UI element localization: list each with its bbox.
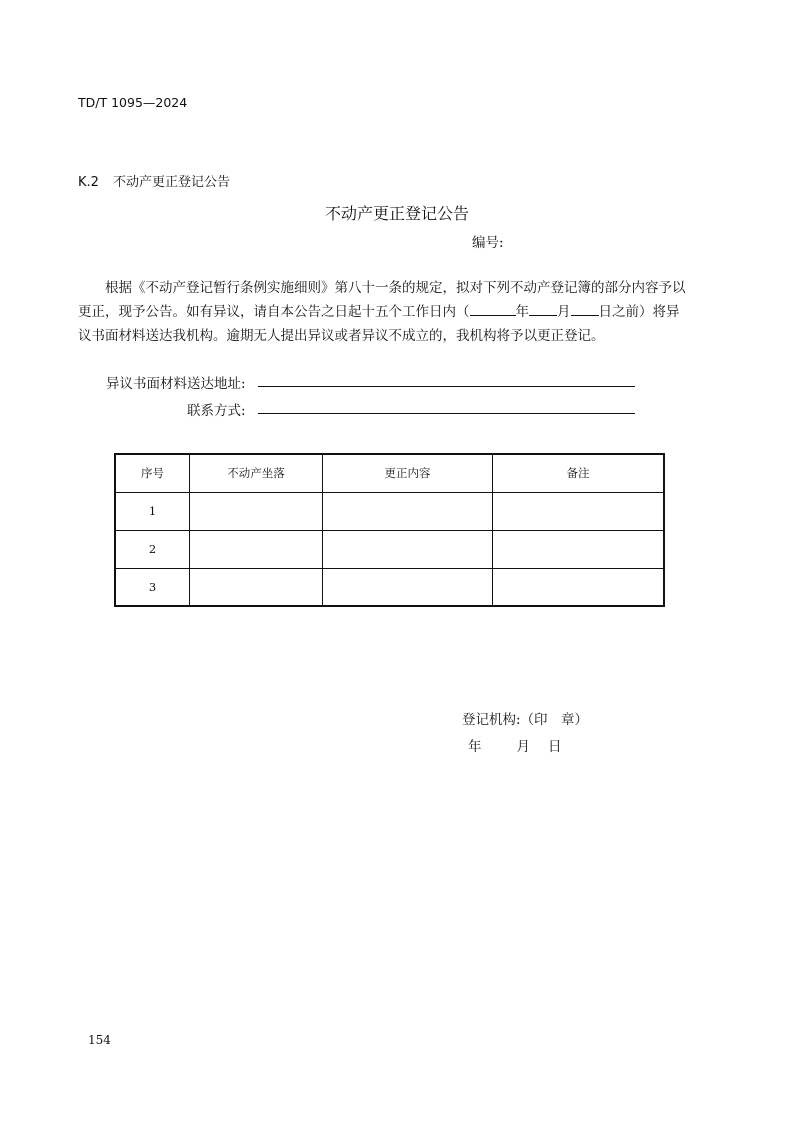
body-day-tail: 日之前）将异 [598, 304, 680, 320]
table-header-row [115, 454, 664, 492]
cell-location[interactable] [190, 568, 323, 606]
section-heading [78, 171, 230, 190]
standard-code: TD/T 1095—2024 [78, 95, 188, 110]
year-blank[interactable] [470, 301, 516, 316]
page-number: 154 [88, 1033, 111, 1047]
sign-month-label: 月 [516, 739, 530, 755]
sign-day-label: 日 [548, 739, 562, 755]
cell-remarks[interactable] [493, 530, 665, 568]
contact-label: 联系方式: [187, 403, 246, 419]
notice-title: 不动产更正登记公告 [324, 204, 469, 223]
header-content: 更正内容 [323, 454, 493, 492]
cell-content[interactable] [323, 492, 493, 530]
notice-body [78, 276, 712, 348]
table-row [115, 568, 664, 606]
header-seq: 序号 [115, 454, 190, 492]
cell-location[interactable] [190, 492, 323, 530]
cell-remarks[interactable] [493, 568, 665, 606]
table-row [115, 492, 664, 530]
body-line-3: 议书面材料送达我机构。逾期无人提出异议或者异议不成立的，我机构将予以更正登记。 [78, 328, 605, 344]
section-number: K.2 [78, 175, 99, 190]
header-location: 不动产坐落 [190, 454, 323, 492]
address-label: 异议书面材料送达地址: [106, 376, 246, 392]
cell-seq: 1 [115, 492, 190, 530]
cell-seq: 2 [115, 530, 190, 568]
cell-content[interactable] [323, 568, 493, 606]
body-line-2-text: 更正，现予公告。如有异议，请自本公告之日起十五个工作日内（ [78, 304, 470, 320]
cell-location[interactable] [190, 530, 323, 568]
table-row [115, 530, 664, 568]
address-line[interactable] [258, 386, 635, 387]
registration-authority-seal: 登记机构:（印 章） [462, 712, 589, 728]
header-remarks: 备注 [493, 454, 665, 492]
body-year-label: 年 [515, 304, 529, 320]
body-line-2 [78, 300, 712, 324]
section-title: 不动产更正登记公告 [112, 175, 230, 190]
signature-date [468, 735, 562, 755]
body-line-1: 根据《不动产登记暂行条例实施细则》第八十一条的规定，拟对下列不动产登记簿的部分内容予以 [105, 280, 686, 296]
sign-year-label: 年 [468, 739, 482, 755]
serial-number-label: 编号: [472, 235, 504, 251]
day-blank[interactable] [571, 301, 599, 316]
cell-content[interactable] [323, 530, 493, 568]
contact-line[interactable] [258, 413, 635, 414]
body-month-label: 月 [557, 304, 571, 320]
correction-table [114, 453, 665, 607]
cell-remarks[interactable] [493, 492, 665, 530]
cell-seq: 3 [115, 568, 190, 606]
month-blank[interactable] [529, 301, 557, 316]
